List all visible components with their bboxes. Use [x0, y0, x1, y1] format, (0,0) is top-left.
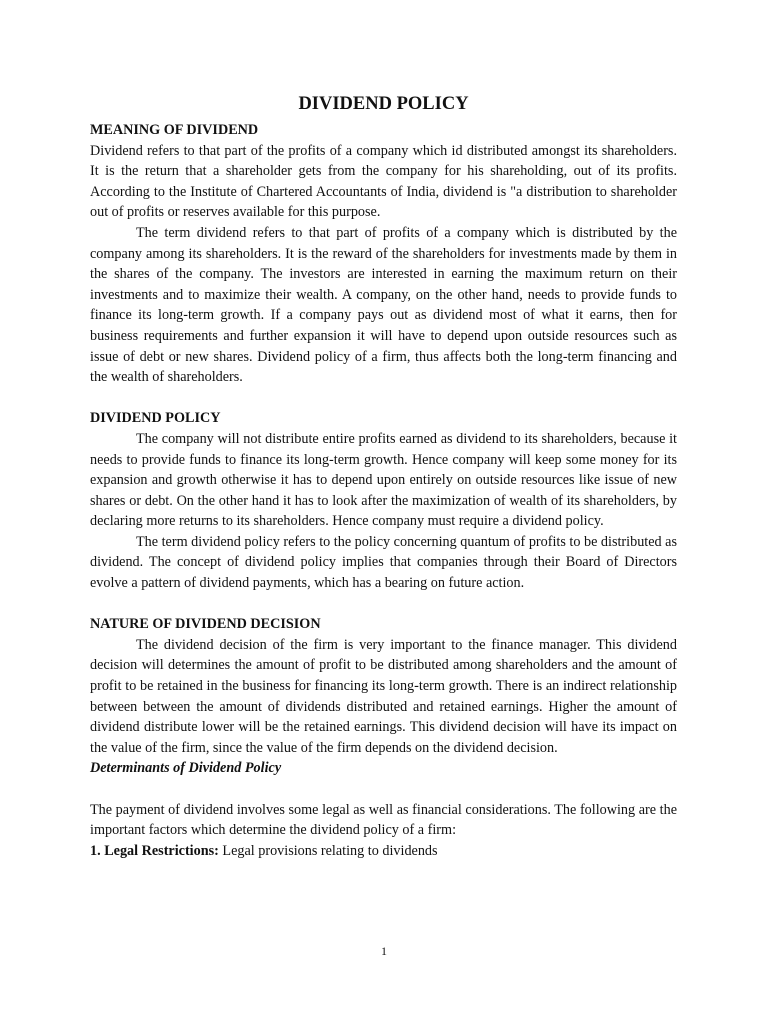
- spacer: [90, 388, 677, 409]
- paragraph-meaning-1: Dividend refers to that part of the profits of a company which id distributed amongst its shareholders. It is the return that a shareholder gets from the company for his shareholding, out of its profits. According to the Institute of Chartered Accountants of India, dividend is "a distribution to shareholder out of profits or reserves available for this purpose.: [90, 142, 677, 221]
- paragraph-policy-1: The company will not distribute entire profits earned as dividend to its shareholders, because it needs to provide funds to finance its long-term growth. Hence company will keep some money for its expansion and growth otherwise it has to depend upon entirely on outside resources like issue of new shares or debt. On the other hand it has to look after the maximization of wealth of its shareholders, by declaring more returns to its shareholders. Hence company must require a dividend policy.: [90, 430, 677, 530]
- list-item-text: Legal provisions relating to dividends: [218, 842, 438, 859]
- list-item-label: 1. Legal Restrictions:: [90, 842, 219, 859]
- section-heading-nature: NATURE OF DIVIDEND DECISION: [90, 616, 321, 633]
- list-item-legal-restrictions: [90, 841, 677, 862]
- subheading-determinants: Determinants of Dividend Policy: [90, 760, 282, 777]
- document-page: [90, 92, 677, 861]
- paragraph-policy-2: The term dividend policy refers to the policy concerning quantum of profits to be distributed as dividend. The concept of dividend policy implies that companies through their Board of Directors evolve a pattern of dividend payments, which has a bearing on future action.: [90, 533, 677, 592]
- section-heading-policy: DIVIDEND POLICY: [90, 410, 221, 427]
- paragraph-meaning-2: The term dividend refers to that part of profits of a company which is distributed by the company among its shareholders. It is the reward of the shareholders for investments made by them in the shares of the company. The investors are interested in earning the maximum return on their investments and to maximize their wealth. A company, on the other hand, needs to provide funds to finance its long-term growth. If a company pays out as dividend most of what it earns, then for business requirements and further expansion it will have to depend upon outside resources such as issue of debt or new shares. Dividend policy of a firm, thus affects both the long-term financing and the wealth of shareholders.: [90, 224, 677, 386]
- paragraph-determinants-1: The payment of dividend involves some legal as well as financial considerations. The following are the important factors which determine the dividend policy of a firm:: [90, 801, 677, 839]
- section-heading-meaning: MEANING OF DIVIDEND: [90, 122, 259, 138]
- document-title: DIVIDEND POLICY: [298, 94, 469, 114]
- paragraph-nature-1: The dividend decision of the firm is very important to the finance manager. This dividend decision will determines the amount of profit to be distributed among shareholders and the amount of profit to be retained in the business for financing its long-term growth. There is an indirect relationship between between the amount of dividends distributed and retained earnings. Higher the amount of dividend distribute lower will be the retained earnings. This dividend decision will have its impact on the value of the firm, since the value of the firm depends on the dividend decision.: [90, 636, 677, 756]
- spacer: [90, 594, 677, 615]
- spacer: [90, 779, 677, 800]
- page-number: 1: [381, 944, 387, 958]
